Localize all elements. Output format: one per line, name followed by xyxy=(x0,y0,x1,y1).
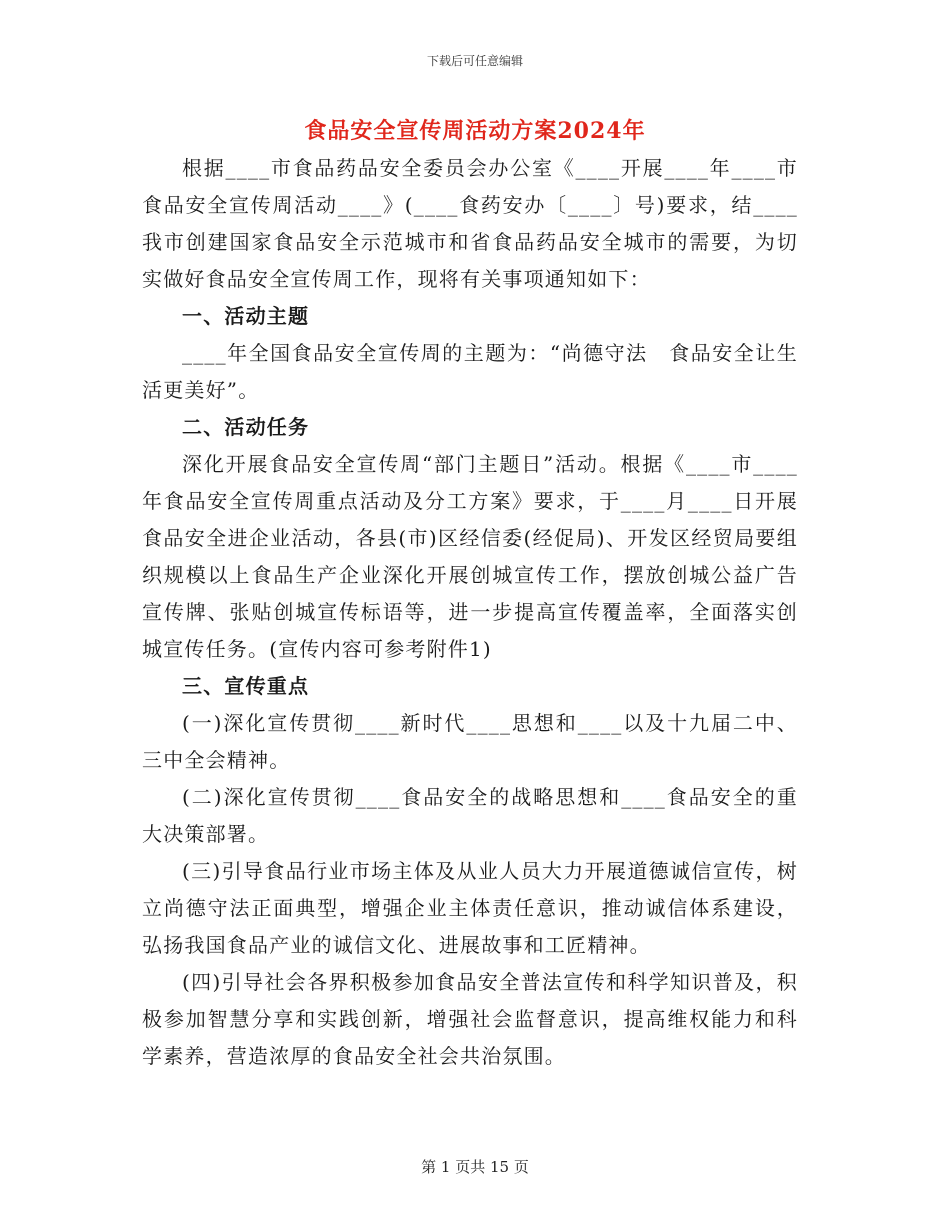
section-paragraph: (二)深化宣传贯彻____食品安全的战略思想和____食品安全的重大决策部署。 xyxy=(142,785,798,846)
section-heading: 一、活动主题 xyxy=(182,304,310,328)
section-paragraph: (一)深化宣传贯彻____新时代____思想和____以及十九届二中、三中全会精神。 xyxy=(142,711,798,772)
section-paragraph: ____年全国食品安全宣传周的主题为：“尚德守法 食品安全让生活更美好”。 xyxy=(142,341,798,402)
section-paragraph: (四)引导社会各界积极参加食品安全普法宣传和科学知识普及，积极参加智慧分享和实践创新，增强社会监督意识，提高维权能力和科学素养，营造浓厚的食品安全社会共治氛围。 xyxy=(142,970,798,1068)
section-activity-tasks xyxy=(142,409,798,668)
section-activity-theme xyxy=(142,298,798,409)
intro-paragraph: 根据____市食品药品安全委员会办公室《____开展____年____市食品安全宣传周活动____》(____食药安办〔____〕号)要求，结____我市创建国家食品安全示范城市和省食品药品安全城市的需要，为切实做好食品安全宣传周工作，现将有关事项通知如下： xyxy=(142,156,798,291)
section-heading: 二、活动任务 xyxy=(182,415,310,439)
section-paragraph: 深化开展食品安全宣传周“部门主题日”活动。根据《____市____年食品安全宣传周重点活动及分工方案》要求，于____月____日开展食品安全进企业活动，各县(市)区经信委(经促局)、开发区经贸局要组织规模以上食品生产企业深化开展创城宣传工作，摆放创城公益广告宣传牌、张贴创城宣传标语等，进一步提高宣传覆盖率，全面落实创城宣传任务。(宣传内容可参考附件1) xyxy=(142,452,798,661)
section-heading: 三、宣传重点 xyxy=(182,674,310,698)
section-paragraph: (三)引导食品行业市场主体及从业人员大力开展道德诚信宣传，树立尚德守法正面典型，增强企业主体责任意识，推动诚信体系建设，弘扬我国食品产业的诚信文化、进展故事和工匠精神。 xyxy=(142,859,798,957)
section-publicity-focus xyxy=(142,668,798,1075)
document-title: 食品安全宣传周活动方案2024年 xyxy=(304,118,646,144)
page-number: 第 1 页共 15 页 xyxy=(421,1158,529,1176)
page-header-note: 下载后可任意编辑 xyxy=(426,54,523,68)
document-body xyxy=(142,150,798,1075)
